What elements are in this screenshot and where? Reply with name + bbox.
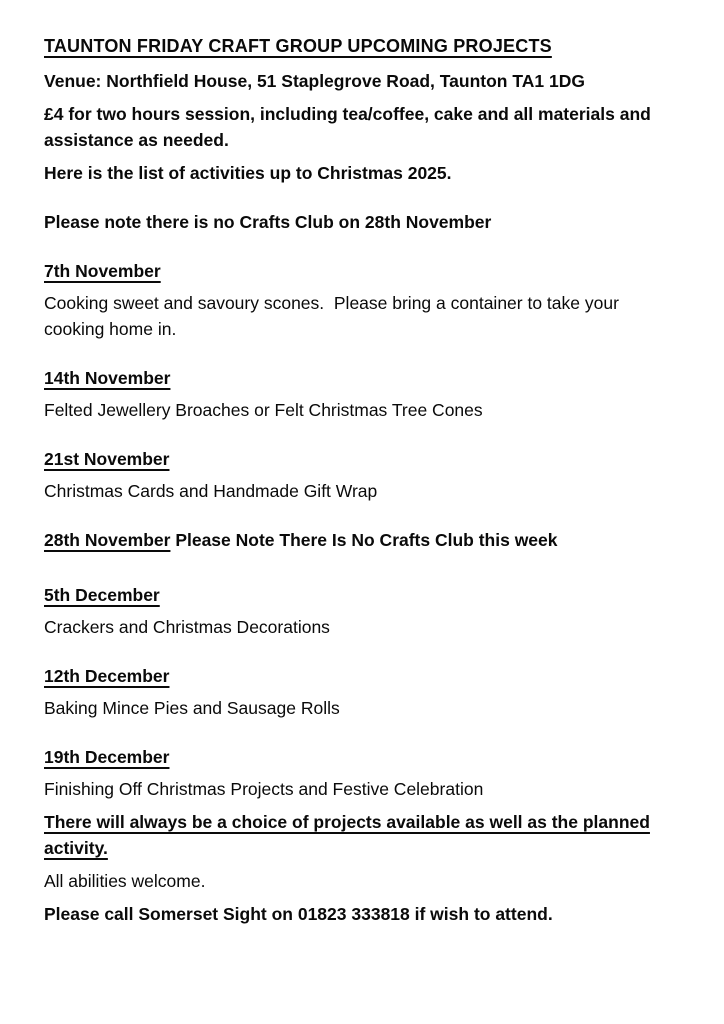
document-title: TAUNTON FRIDAY CRAFT GROUP UPCOMING PROJECTS <box>44 36 552 56</box>
event-5th-december <box>44 582 684 640</box>
event-cancel-note: Please Note There Is No Crafts Club this week <box>175 530 558 550</box>
event-date-heading: 12th December <box>44 666 170 686</box>
abilities-line: All abilities welcome. <box>44 871 206 891</box>
event-28th-november <box>44 527 684 559</box>
event-description: Cooking sweet and savoury scones. Please bring a container to take your cooking home in. <box>44 293 624 339</box>
event-description: Christmas Cards and Handmade Gift Wrap <box>44 481 378 501</box>
event-14th-november <box>44 365 684 423</box>
event-description: Baking Mince Pies and Sausage Rolls <box>44 698 340 718</box>
event-description: Finishing Off Christmas Projects and Festive Celebration <box>44 779 484 799</box>
event-date-heading: 19th December <box>44 747 170 767</box>
choice-of-projects-note: There will always be a choice of projects available as well as the planned activity. <box>44 812 650 858</box>
event-description: Felted Jewellery Broaches or Felt Christmas Tree Cones <box>44 400 483 420</box>
list-intro-line: Here is the list of activities up to Christmas 2025. <box>44 163 452 183</box>
event-date-heading: 7th November <box>44 261 161 281</box>
event-date-heading: 5th December <box>44 585 160 605</box>
event-description: Crackers and Christmas Decorations <box>44 617 330 637</box>
event-7th-november <box>44 258 684 342</box>
event-date-heading: 14th November <box>44 368 171 388</box>
venue-line: Venue: Northfield House, 51 Staplegrove Road, Taunton TA1 1DG <box>44 71 585 91</box>
document-body <box>44 33 684 927</box>
price-line: £4 for two hours session, including tea/coffee, cake and all materials and assistance as needed. <box>44 104 651 150</box>
event-19th-december <box>44 744 684 802</box>
no-club-notice: Please note there is no Crafts Club on 28th November <box>44 212 492 232</box>
event-date-heading-with-note <box>44 527 684 559</box>
event-date-heading: 28th November <box>44 530 171 550</box>
event-date-heading: 21st November <box>44 449 170 469</box>
contact-line: Please call Somerset Sight on 01823 333818 if wish to attend. <box>44 904 553 924</box>
event-21st-november <box>44 446 684 504</box>
event-12th-december <box>44 663 684 721</box>
